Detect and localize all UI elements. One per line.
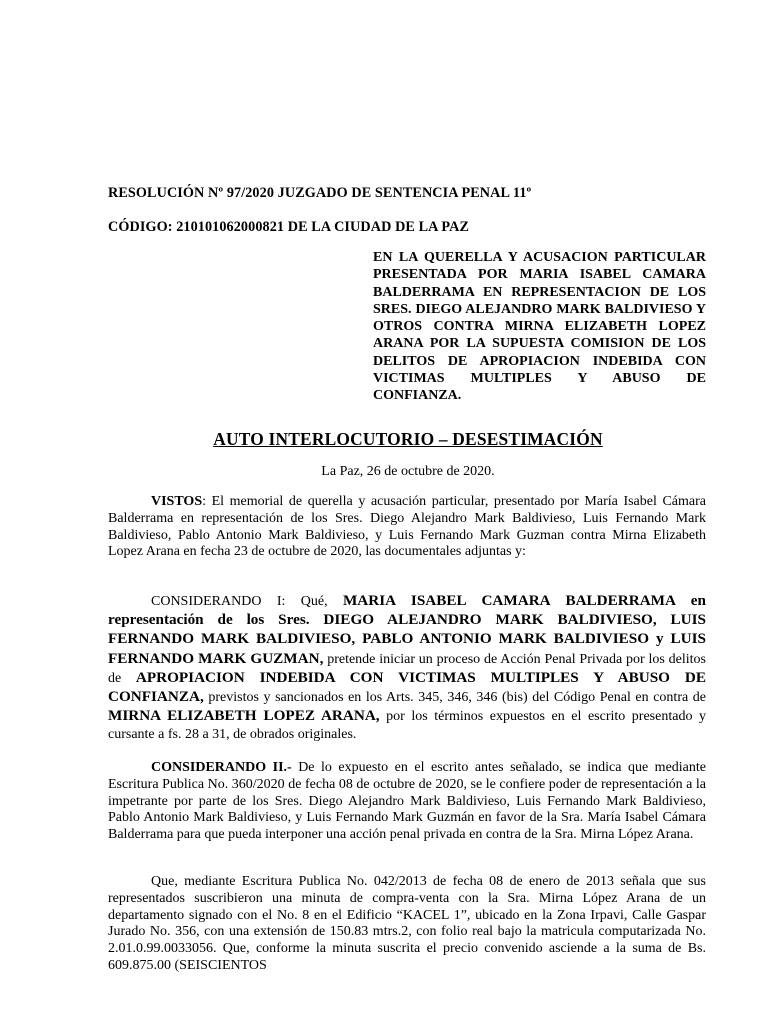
case-caption: EN LA QUERELLA Y ACUSACION PARTICULAR PRESENTADA POR MARIA ISABEL CAMARA BALDERRAMA EN REPRESENTACION DE LOS SRES. DIEGO ALEJANDRO MARK BALDIVIESO Y OTROS CONTRA MIRNA ELIZABETH LOPEZ ARANA POR LA SUPUESTA COMISION DE LOS DELITOS DE APROPIACION INDEBIDA CON VICTIMAS MULTIPLES Y ABUSO DE CONFIANZA. xyxy=(373,250,706,404)
considerando-1-lead: CONSIDERANDO I xyxy=(151,594,282,609)
document-title: AUTO INTERLOCUTORIO – DESESTIMACIÓN xyxy=(213,429,603,449)
considerando-1-accused: MIRNA ELIZABETH LOPEZ ARANA, xyxy=(108,707,380,725)
case-code: CÓDIGO: 210101062000821 DE LA CIUDAD DE LA PAZ xyxy=(108,219,470,235)
considerando-1-text-2: pretende iniciar un proceso de Acción Penal Privada por los delitos de xyxy=(108,651,707,686)
date-line: La Paz, 26 de octubre de 2020. xyxy=(321,464,495,479)
vistos-text: : El memorial de querella y acusación particular, presentado por María Isabel Cámara Balderrama en representación de los Sres. Diego Alejandro Mark Baldivieso, Luis Fernando Mark Baldivieso, Pablo Antonio Mark Baldivieso, y Luis Fernando Mark Guzman contra Mirna Elizabeth Lopez Arana en fecha 23 de octubre de 2020, las documentales adjuntas y: xyxy=(108,494,706,560)
vistos-paragraph xyxy=(108,494,706,561)
considerando-1-text-1: : Qué, xyxy=(281,594,343,609)
considerando-2-lead: CONSIDERANDO II.- xyxy=(151,760,292,775)
considerando-1-text-4: por los términos expuestos en el escrito presentado y cursante a fs. 28 a 31, de obrados originales. xyxy=(108,709,706,743)
considerando-1-parties: MARIA ISABEL CAMARA BALDERRAMA en representación de los Sres. DIEGO ALEJANDRO MARK BALDIVIESO, LUIS FERNANDO MARK BALDIVIESO, PABLO ANTONIO MARK BALDIVIESO y LUIS FERNANDO MARK GUZMAN, xyxy=(108,592,706,667)
resolution-header: RESOLUCIÓN Nº 97/2020 JUZGADO DE SENTENCIA PENAL 11º xyxy=(108,185,532,201)
vistos-lead: VISTOS xyxy=(151,494,203,509)
considerando-1-paragraph xyxy=(108,592,706,745)
considerando-1-offenses: APROPIACION INDEBIDA CON VICTIMAS MULTIPLES Y ABUSO DE CONFIANZA, xyxy=(108,668,706,706)
considerando-2-text: De lo expuesto en el escrito antes señalado, se indica que mediante Escritura Publica No. 360/2020 de fecha 08 de octubre de 2020, se le confiere poder de representación a la impetrante por parte de los Sres. Diego Alejandro Mark Baldivieso, Luis Fernando Mark Baldivieso, Pablo Antonio Mark Baldivieso, y Luis Fernando Mark Guzmán en favor de la Sra. María Isabel Cámara Balderrama para que pueda interponer una acción penal privada en contra de la Sra. Mirna López Arana. xyxy=(108,760,706,843)
que-paragraph: Que, mediante Escritura Publica No. 042/2013 de fecha 08 de enero de 2013 señala que sus representados suscribieron una minuta de compra-venta con la Sra. Mirna López Arana de un departamento signado con el No. 8 en el Edificio “KACEL 1”, ubicado en la Zona Irpavi, Calle Gaspar Jurado No. 356, con una extensión de 150.83 mtrs.2, con folio real bajo la matricula computarizada No. 2.01.0.99.0033056. Que, conforme la minuta suscrita el precio convenido asciende a la suma de Bs. 609.875.00 (SEISCIENTOS xyxy=(108,874,706,973)
considerando-1-text-3: previstos y sancionados en los Arts. 345, 346, 346 (bis) del Código Penal en contra de xyxy=(203,690,706,706)
considerando-2-paragraph xyxy=(108,760,706,844)
